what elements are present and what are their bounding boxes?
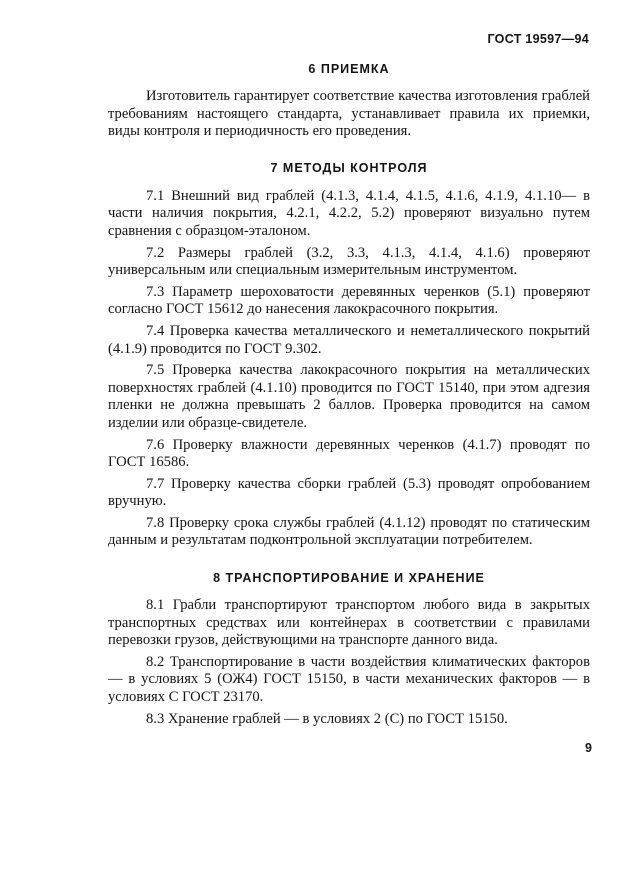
clause-8-3: 8.3 Хранение граблей — в условиях 2 (С) по ГОСТ 15150. (146, 710, 508, 727)
section-7-heading: 7 МЕТОДЫ КОНТРОЛЯ (270, 160, 428, 175)
clause-7-8: 7.8 Проверку срока службы граблей (4.1.12) проводят по статическим данным и результатам подконтрольной эксплуатации потребителем. (108, 514, 590, 549)
clause-8-1: 8.1 Грабли транспортируют транспортом любого вида в закрытых транспортных средствах или контейнерах в соответствии с правилами перевозки грузов, действующими на транспорте данного вида. (108, 597, 590, 649)
clause-8-2: 8.2 Транспортирование в части воздействия климатических факторов — в условиях 5 (ОЖ4) ГОСТ 15150, в части механических факторов — в условиях С ГОСТ 23170. (108, 653, 590, 706)
clause-7-5: 7.5 Проверка качества лакокрасочного покрытия на металлических поверхностях граблей (4.1.10) проводится по ГОСТ 15140, при этом адгезия пленки не должна превышать 2 баллов. Проверка проводится на самом изделии или образце-свидетеле. (108, 362, 590, 431)
section-6-paragraph: Изготовитель гарантирует соответствие качества изготовления граблей требованиям настоящего стандарта, устанавливает правила их приемки, виды контроля и периодичность его проведения. (108, 88, 590, 140)
document-body (108, 62, 590, 728)
clause-7-7: 7.7 Проверку качества сборки граблей (5.3) проводят опробованием вручную. (108, 475, 590, 510)
clause-7-1: 7.1 Внешний вид граблей (4.1.3, 4.1.4, 4.1.5, 4.1.6, 4.1.9, 4.1.10— в части наличия покрытия, 4.2.1, 4.2.2, 5.2) проверяют визуально путем сравнения с образцом-эталоном. (108, 187, 590, 239)
clause-7-2: 7.2 Размеры граблей (3.2, 3.3, 4.1.3, 4.1.4, 4.1.6) проверяют универсальным или специальным измерительным инструментом. (108, 244, 590, 279)
clause-7-6: 7.6 Проверку влажности деревянных черенков (4.1.7) проводят по ГОСТ 16586. (108, 436, 590, 471)
clause-7-3: 7.3 Параметр шероховатости деревянных черенков (5.1) проверяют согласно ГОСТ 15612 до нанесения лакокрасочного покрытия. (108, 283, 590, 318)
page-number: 9 (585, 741, 592, 755)
standard-code-header: ГОСТ 19597—94 (487, 32, 589, 46)
section-6-heading: 6 ПРИЕМКА (308, 62, 390, 76)
section-8-heading: 8 ТРАНСПОРТИРОВАНИЕ И ХРАНЕНИЕ (213, 571, 485, 586)
clause-7-4: 7.4 Проверка качества металлического и неметаллического покрытий (4.1.9) проводится по ГОСТ 9.302. (108, 322, 590, 357)
